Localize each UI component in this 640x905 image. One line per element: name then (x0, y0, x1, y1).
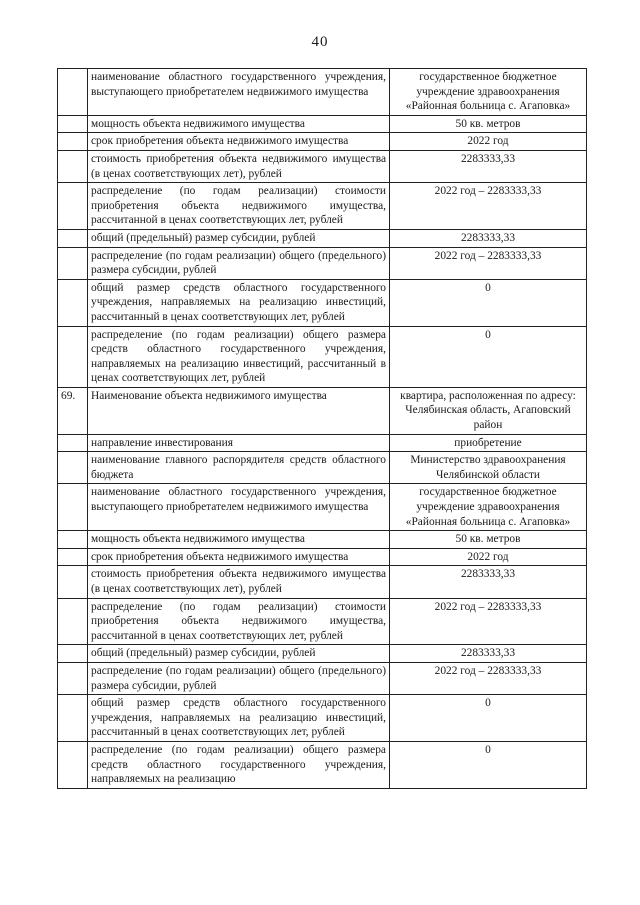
row-label: распределение (по годам реализации) общего размера средств областного государственного учреждения, направляемых на реализацию инвестиций, рассчитанный в ценах соответствующих лет, рублей (88, 326, 390, 387)
table-row (58, 133, 587, 151)
table-row (58, 115, 587, 133)
row-value: Министерство здравоохранения Челябинской области (390, 452, 587, 484)
row-number (58, 229, 88, 247)
row-value: 2022 год (390, 133, 587, 151)
row-number (58, 150, 88, 182)
investment-table (57, 68, 587, 789)
row-value: 2283333,33 (390, 229, 587, 247)
row-label: распределение (по годам реализации) общего (предельного) размера субсидии, рублей (88, 662, 390, 694)
row-value: 2283333,33 (390, 645, 587, 663)
row-label: общий размер средств областного государственного учреждения, направляемых на реализацию инвестиций, рассчитанный в ценах соответствующих лет, рублей (88, 695, 390, 742)
row-value: 2022 год (390, 548, 587, 566)
row-value: приобретение (390, 434, 587, 452)
row-label: распределение (по годам реализации) общего размера средств областного государственного учреждения, направляемых на реализацию (88, 741, 390, 788)
row-label: распределение (по годам реализации) общего (предельного) размера субсидии, рублей (88, 247, 390, 279)
row-value: квартира, расположенная по адресу: Челябинская область, Агаповский район (390, 387, 587, 434)
row-value: государственное бюджетное учреждение здравоохранения «Районная больница с. Агаповка» (390, 484, 587, 531)
table-row (58, 387, 587, 434)
row-number (58, 69, 88, 116)
table-row (58, 150, 587, 182)
row-number (58, 434, 88, 452)
row-value: государственное бюджетное учреждение здравоохранения «Районная больница с. Агаповка» (390, 69, 587, 116)
table-row (58, 69, 587, 116)
table-body (58, 69, 587, 789)
table-row (58, 279, 587, 326)
row-value: 2022 год – 2283333,33 (390, 598, 587, 645)
row-value: 0 (390, 326, 587, 387)
row-value: 0 (390, 741, 587, 788)
row-number (58, 133, 88, 151)
row-number (58, 645, 88, 663)
row-label: срок приобретения объекта недвижимого имущества (88, 133, 390, 151)
row-label: общий (предельный) размер субсидии, рублей (88, 229, 390, 247)
row-label: наименование областного государственного учреждения, выступающего приобретателем недвижимого имущества (88, 484, 390, 531)
table-row (58, 326, 587, 387)
row-label: стоимость приобретения объекта недвижимого имущества (в ценах соответствующих лет), рублей (88, 150, 390, 182)
table-row (58, 452, 587, 484)
table-row (58, 229, 587, 247)
row-number (58, 326, 88, 387)
row-label: мощность объекта недвижимого имущества (88, 115, 390, 133)
row-label: направление инвестирования (88, 434, 390, 452)
table-row (58, 247, 587, 279)
row-number (58, 662, 88, 694)
row-number (58, 598, 88, 645)
table-row (58, 548, 587, 566)
row-number (58, 548, 88, 566)
row-number (58, 115, 88, 133)
table-row (58, 741, 587, 788)
table-row (58, 566, 587, 598)
row-number: 69. (58, 387, 88, 434)
row-label: общий размер средств областного государственного учреждения, направляемых на реализацию инвестиций, рассчитанный в ценах соответствующих лет, рублей (88, 279, 390, 326)
row-number (58, 531, 88, 549)
row-value: 2022 год – 2283333,33 (390, 662, 587, 694)
row-label: распределение (по годам реализации) стоимости приобретения объекта недвижимого имущества, рассчитанной в ценах соответствующих лет, рублей (88, 598, 390, 645)
row-label: срок приобретения объекта недвижимого имущества (88, 548, 390, 566)
row-value: 0 (390, 695, 587, 742)
row-label: наименование областного государственного учреждения, выступающего приобретателем недвижимого имущества (88, 69, 390, 116)
row-value: 50 кв. метров (390, 115, 587, 133)
row-value: 2283333,33 (390, 150, 587, 182)
row-number (58, 247, 88, 279)
row-label: наименование главного распорядителя средств областного бюджета (88, 452, 390, 484)
table-row (58, 484, 587, 531)
row-value: 0 (390, 279, 587, 326)
row-number (58, 452, 88, 484)
row-value: 2283333,33 (390, 566, 587, 598)
table-row (58, 598, 587, 645)
row-label: мощность объекта недвижимого имущества (88, 531, 390, 549)
row-label: Наименование объекта недвижимого имущества (88, 387, 390, 434)
row-label: распределение (по годам реализации) стоимости приобретения объекта недвижимого имущества, рассчитанной в ценах соответствующих лет, рублей (88, 183, 390, 230)
table-row (58, 662, 587, 694)
table-row (58, 531, 587, 549)
row-label: стоимость приобретения объекта недвижимого имущества (в ценах соответствующих лет), рублей (88, 566, 390, 598)
table-row (58, 645, 587, 663)
table-row (58, 434, 587, 452)
page-number: 40 (311, 34, 329, 50)
row-number (58, 183, 88, 230)
row-value: 50 кв. метров (390, 531, 587, 549)
row-number (58, 279, 88, 326)
table-row (58, 695, 587, 742)
row-value: 2022 год – 2283333,33 (390, 247, 587, 279)
row-number (58, 741, 88, 788)
row-number (58, 566, 88, 598)
row-number (58, 484, 88, 531)
table-row (58, 183, 587, 230)
row-number (58, 695, 88, 742)
row-value: 2022 год – 2283333,33 (390, 183, 587, 230)
row-label: общий (предельный) размер субсидии, рублей (88, 645, 390, 663)
